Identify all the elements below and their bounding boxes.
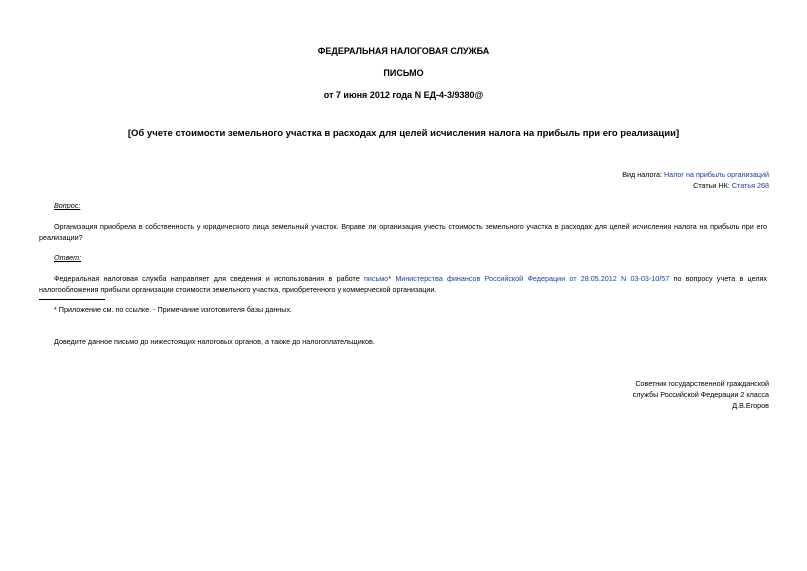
tax-type-row [622,169,769,180]
footnote-divider [39,299,105,300]
signature-position-line1: Советник государственной гражданской [635,379,769,388]
question-text: Организация приобрела в собственность у юридического лица земельный участок. Вправе ли организация учесть стоимость земельного участка в расходах для целей исчисления налога на прибыль при его реализации? [39,222,767,242]
document-date-number: от 7 июня 2012 года N ЕД-4-3/9380@ [323,90,484,100]
agency-title: ФЕДЕРАЛЬНАЯ НАЛОГОВАЯ СЛУЖБА [317,46,490,56]
document-subject: [Об учете стоимости земельного участка в расходах для целей исчисления налога на прибыль при его реализации] [127,128,680,139]
footnote-marker: * [388,274,392,283]
closing-text: Доведите данное письмо до нижестоящих налоговых органов, а также до налогоплательщиков. [54,337,375,346]
document-type: ПИСЬМО [383,68,424,78]
tax-type-label: Вид налога: [622,170,664,179]
nk-articles-row [622,180,769,191]
question-label: Вопрос: [54,201,81,210]
letter-link[interactable]: письмо [364,274,389,283]
signature-position-line2: службы Российской Федерации 2 класса [632,390,769,399]
ministry-letter-link[interactable]: Министерства финансов Российской Федерации от 28.05.2012 N 03-03-10/57 [391,274,670,283]
nk-articles-label: Статьи НК: [693,181,732,190]
signature-name: Д.В.Егоров [732,401,769,410]
question-heading [39,200,767,211]
answer-text [39,273,767,295]
footnote-text: * Приложение см. по ссылке. - Примечание изготовителя базы данных. [54,305,293,314]
signature-block [633,378,769,411]
document-meta [622,169,769,191]
tax-type-link[interactable]: Налог на прибыль организаций [663,170,769,179]
answer-label: Ответ: [54,253,82,262]
nk-article-link[interactable]: Статья 268 [731,181,769,190]
answer-text-before: Федеральная налоговая служба направляет для сведения и использования в работе [54,274,365,283]
answer-text-after: по вопросу учета в целях налогообложения прибыли организации стоимости земельного участка, приобретенного у коммерческой организации. [39,274,768,294]
answer-heading [39,252,767,263]
